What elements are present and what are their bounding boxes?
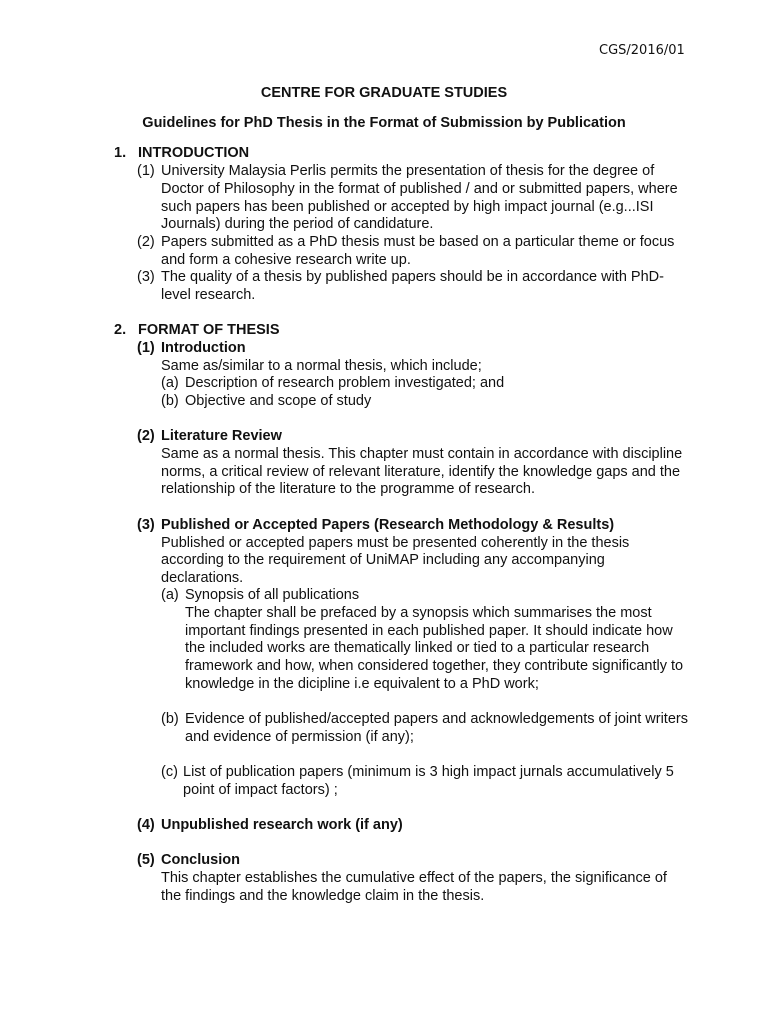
s2-sub-3-item-b-line: Evidence of published/accepted papers and acknowledgements of joint writers bbox=[185, 711, 688, 727]
s1-item-3-number: (3) bbox=[137, 269, 155, 285]
s2-sub-2-title: Literature Review bbox=[161, 428, 282, 444]
s2-sub-1-number: (1) bbox=[137, 340, 155, 356]
section-1-heading: INTRODUCTION bbox=[138, 145, 250, 161]
s2-sub-3-item-a-title: Synopsis of all publications bbox=[185, 587, 360, 603]
s2-sub-3-item-b-line: and evidence of permission (if any); bbox=[185, 729, 414, 745]
s2-sub-3-item-c-number: (c) bbox=[161, 764, 178, 780]
s2-sub-4-title: Unpublished research work (if any) bbox=[161, 817, 403, 833]
s2-sub-5-line: This chapter establishes the cumulative effect of the papers, the significance of bbox=[161, 870, 667, 886]
s2-sub-3-item-b-number: (b) bbox=[161, 711, 179, 727]
s2-sub-3-line: Published or accepted papers must be presented coherently in the thesis bbox=[161, 535, 630, 551]
s2-sub-1-title: Introduction bbox=[161, 340, 246, 356]
centre-title: CENTRE FOR GRADUATE STUDIES bbox=[260, 85, 508, 101]
s2-sub-1-item-a: Description of research problem investigated; and bbox=[185, 375, 505, 391]
s2-sub-2-line: Same as a normal thesis. This chapter must contain in accordance with discipline bbox=[161, 446, 683, 462]
s1-item-3-line: level research. bbox=[161, 287, 256, 303]
s1-item-2-number: (2) bbox=[137, 234, 155, 250]
s2-sub-5-line: the findings and the knowledge claim in the thesis. bbox=[161, 888, 485, 904]
section-1-number: 1. bbox=[114, 145, 127, 161]
section-2-number: 2. bbox=[114, 322, 127, 338]
s2-sub-3-line: declarations. bbox=[161, 570, 244, 586]
s2-sub-5-title: Conclusion bbox=[161, 852, 240, 868]
s1-item-1-line: such papers has been published or accepted by high impact journal (e.g...ISI bbox=[161, 199, 654, 215]
s2-sub-3-title: Published or Accepted Papers (Research Methodology & Results) bbox=[161, 517, 615, 533]
s1-item-2-line: Papers submitted as a PhD thesis must be based on a particular theme or focus bbox=[161, 234, 675, 250]
s2-sub-2-line: norms, a critical review of relevant literature, identify the knowledge gaps and the bbox=[161, 464, 681, 480]
s2-sub-3-item-a-line: The chapter shall be prefaced by a synopsis which summarises the most bbox=[185, 605, 652, 621]
s2-sub-3-item-a-line: framework and how, when considered together, they contribute significantly to bbox=[185, 658, 684, 674]
s1-item-2-line: and form a cohesive research write up. bbox=[161, 252, 411, 268]
guidelines-title: Guidelines for PhD Thesis in the Format of Submission by Publication bbox=[142, 115, 626, 131]
s2-sub-2-number: (2) bbox=[137, 428, 155, 444]
s2-sub-1-line: Same as/similar to a normal thesis, which include; bbox=[161, 358, 482, 374]
s1-item-1-line: University Malaysia Perlis permits the presentation of thesis for the degree of bbox=[161, 163, 655, 179]
s2-sub-3-item-a-line: important findings presented in each published paper. It should indicate how bbox=[185, 623, 673, 639]
s2-sub-1-item-b: Objective and scope of study bbox=[185, 393, 372, 409]
s2-sub-3-item-a-line: knowledge in the dicipline i.e equivalent to a PhD work; bbox=[185, 676, 539, 692]
document-code: CGS/2016/01 bbox=[599, 43, 685, 58]
s1-item-1-line: Journals) during the period of candidature. bbox=[161, 216, 434, 232]
s2-sub-2-line: relationship of the literature to the programme of research. bbox=[161, 481, 535, 497]
s2-sub-1-item-b-number: (b) bbox=[161, 393, 179, 409]
s2-sub-3-item-c-line: List of publication papers (minimum is 3 high impact jurnals accumulatively 5 bbox=[183, 764, 674, 780]
s1-item-3-line: The quality of a thesis by published papers should be in accordance with PhD- bbox=[161, 269, 664, 285]
s2-sub-3-item-a-line: the included works are thematically linked or tied to a particular research bbox=[185, 640, 650, 656]
s2-sub-5-number: (5) bbox=[137, 852, 155, 868]
s1-item-1-line: Doctor of Philosophy in the format of published / and or submitted papers, where bbox=[161, 181, 678, 197]
s2-sub-1-item-a-number: (a) bbox=[161, 375, 179, 391]
s2-sub-3-number: (3) bbox=[137, 517, 155, 533]
s1-item-1-number: (1) bbox=[137, 163, 155, 179]
s2-sub-4-number: (4) bbox=[137, 817, 155, 833]
s2-sub-3-line: according to the requirement of UniMAP including any accompanying bbox=[161, 552, 605, 568]
s2-sub-3-item-a-number: (a) bbox=[161, 587, 179, 603]
section-2-heading: FORMAT OF THESIS bbox=[138, 322, 280, 338]
s2-sub-3-item-c-line: point of impact factors) ; bbox=[183, 782, 338, 798]
